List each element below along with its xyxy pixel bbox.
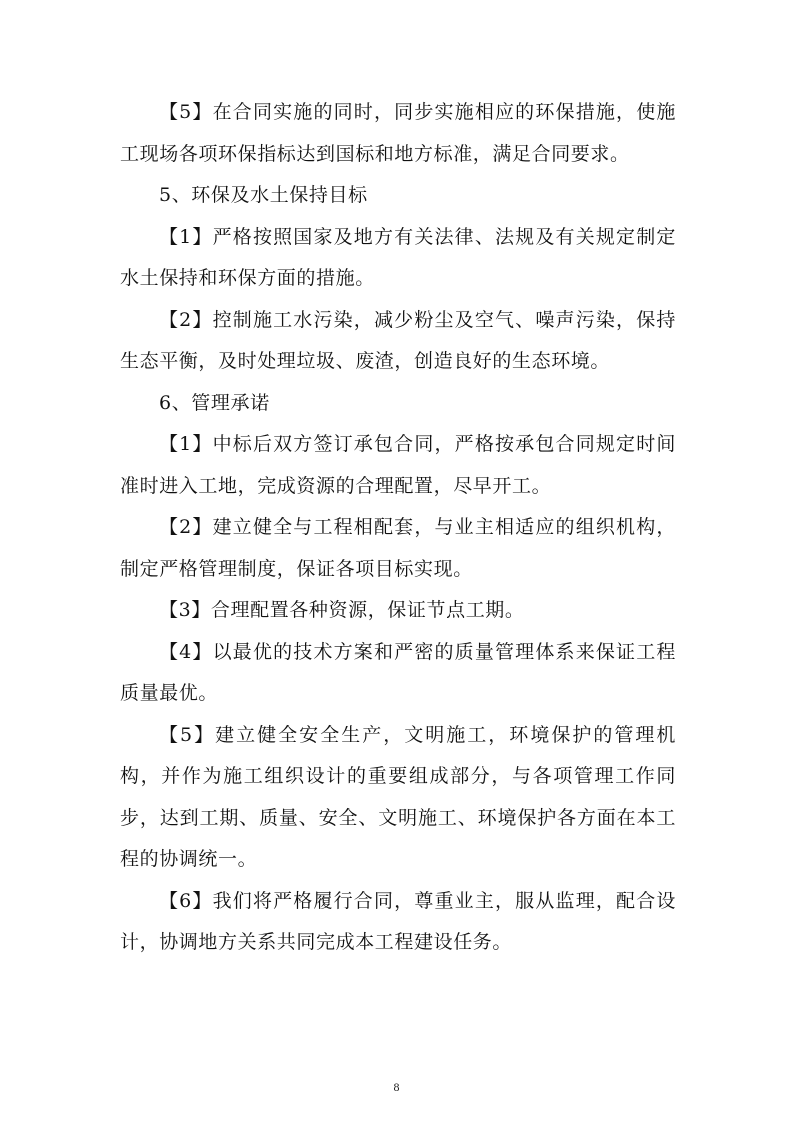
paragraph-1-soil-conservation: 【1】严格按照国家及地方有关法律、法规及有关规定制定水土保持和环保方面的措施。 — [120, 225, 676, 289]
section-heading-management-commitment: 6、管理承诺 — [159, 391, 270, 414]
page-number: 8 — [393, 1080, 400, 1094]
paragraph-2-organization: 【2】建立健全与工程相配套，与业主相适应的组织机构，制定严格管理制度，保证各项目标实现。 — [120, 516, 676, 580]
paragraph-5-environment-measures: 【5】在合同实施的同时，同步实施相应的环保措施，使施工现场各项环保指标达到国标和地方标准，满足合同要求。 — [120, 101, 676, 165]
paragraph-4-quality-system: 【4】以最优的技术方案和严密的质量管理体系来保证工程质量最优。 — [120, 640, 676, 704]
section-heading-environment-goals: 5、环保及水土保持目标 — [159, 184, 368, 206]
document-body — [120, 92, 676, 964]
paragraph-5-safety-organization: 【5】建立健全安全生产，文明施工，环境保护的管理机构，并作为施工组织设计的重要组成部分，与各项管理工作同步，达到工期、质量、安全、文明施工、环境保护各方面在本工程的协调统一。 — [120, 723, 676, 870]
paragraph-3-resource-allocation: 【3】合理配置各种资源，保证节点工期。 — [159, 599, 525, 621]
paragraph-2-pollution-control: 【2】控制施工水污染，减少粉尘及空气、噪声污染，保持生态平衡，及时处理垃圾、废渣，创造良好的生态环境。 — [120, 308, 676, 372]
paragraph-6-contract-fulfillment: 【6】我们将严格履行合同，尊重业主，服从监理，配合设计，协调地方关系共同完成本工程建设任务。 — [120, 889, 676, 953]
paragraph-1-contract-signing: 【1】中标后双方签订承包合同，严格按承包合同规定时间准时进入工地，完成资源的合理配置，尽早开工。 — [120, 433, 676, 497]
